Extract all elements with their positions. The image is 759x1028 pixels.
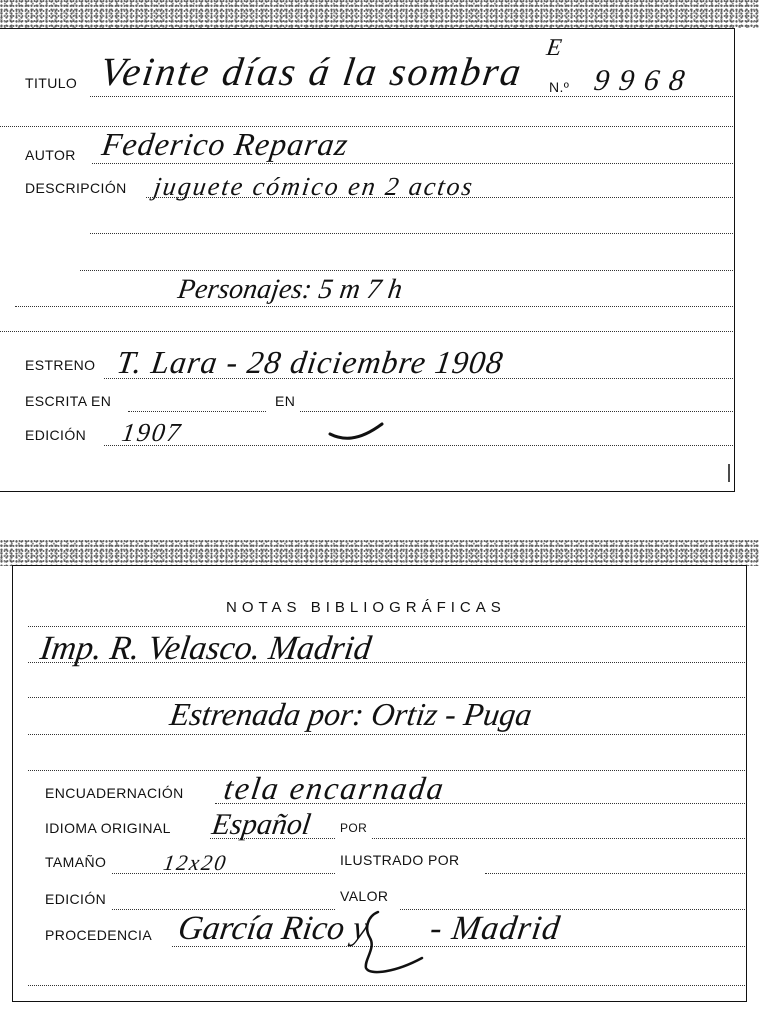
edition-label: EDICIÓN (25, 427, 87, 443)
characters-value: Personajes: 5 m 7 h (175, 274, 405, 305)
language-label: IDIOMA ORIGINAL (45, 820, 171, 836)
author-value: Federico Reparaz (99, 126, 351, 162)
scan-noise-band-bottom (0, 540, 759, 566)
notes-heading: NOTAS BIBLIOGRÁFICAS (226, 599, 506, 616)
rule-characters (15, 306, 733, 307)
number-mark: E (544, 35, 564, 61)
binding-label: ENCUADERNACIÓN (45, 785, 184, 801)
number-value: 9968 (591, 64, 697, 97)
premiere-value: T. Lara - 28 diciembre 1908 (114, 344, 506, 380)
size-value: 12x20 (161, 850, 230, 875)
rule (80, 270, 733, 271)
rule-note-2 (28, 734, 745, 735)
note-1-value: Imp. R. Velasco. Madrid (37, 630, 374, 667)
provenance-label: PROCEDENCIA (45, 927, 153, 943)
binding-value: tela encarnada (221, 770, 448, 806)
size-label: TAMAÑO (45, 854, 107, 870)
value-label: VALOR (340, 888, 389, 904)
rule-in (300, 411, 733, 412)
edition-label-bottom: EDICIÓN (45, 891, 107, 907)
description-label: DESCRIPCIÓN (25, 180, 127, 196)
title-value: Veinte días á la sombra (97, 49, 526, 94)
ink-stroke-mark (328, 420, 384, 444)
provenance-value-2: - Madrid (427, 910, 563, 947)
rule-written-in (128, 411, 266, 412)
premiere-label: ESTRENO (25, 357, 96, 373)
rule-edition (104, 445, 733, 446)
edge-tick-mark (726, 462, 732, 484)
by-label: POR (340, 821, 368, 835)
illustrated-by-label: ILUSTRADO POR (340, 852, 460, 868)
ink-scribble-mark (356, 908, 426, 978)
rule-illustrated-by (485, 873, 745, 874)
edition-value: 1907 (119, 418, 184, 447)
rule-author (92, 163, 733, 164)
rule (90, 233, 733, 234)
rule (28, 626, 745, 627)
title-label: TITULO (25, 75, 78, 91)
rule (28, 985, 745, 986)
written-in-label: ESCRITA EN (25, 393, 112, 409)
rule (0, 331, 733, 332)
scan-noise-band-top (0, 0, 759, 28)
author-label: AUTOR (25, 147, 76, 163)
in-label: EN (275, 393, 296, 409)
rule-by (372, 838, 745, 839)
provenance-value-1: García Rico y (175, 910, 371, 947)
number-label: N.º (549, 79, 570, 95)
note-2-value: Estrenada por: Ortiz - Puga (167, 696, 535, 732)
language-value: Español (209, 808, 313, 841)
description-value: juguete cómico en 2 actos (151, 172, 476, 201)
